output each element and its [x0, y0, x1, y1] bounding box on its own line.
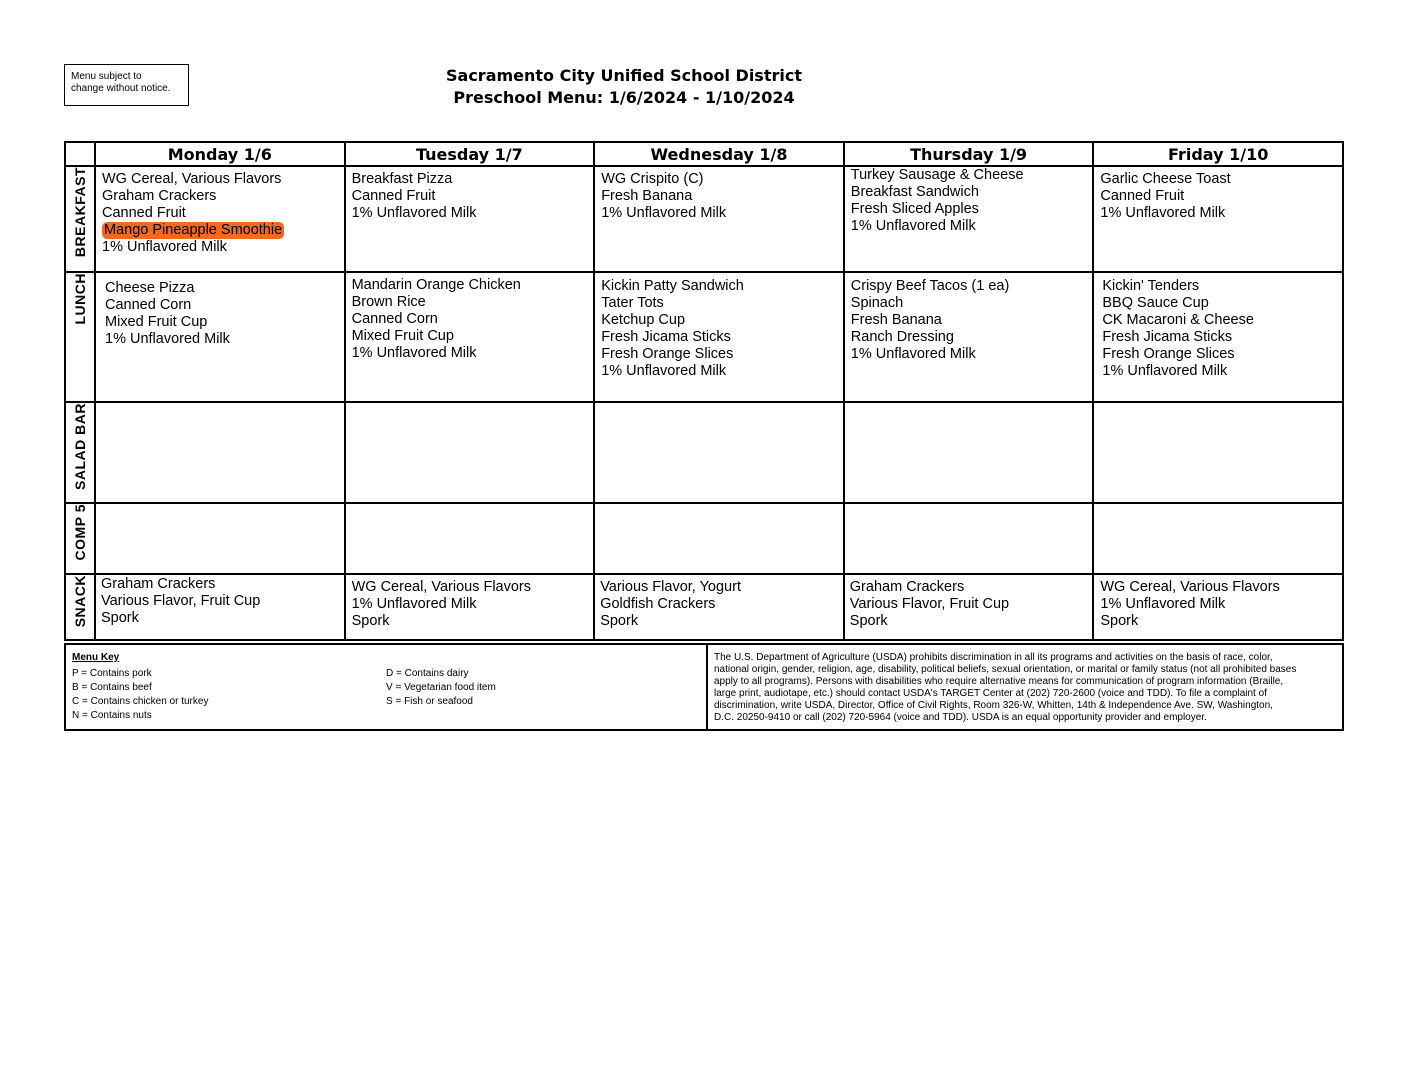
row-label-cell: [65, 503, 95, 574]
salad-bar-row: [65, 402, 1343, 503]
snack-thursday: [844, 574, 1094, 640]
salad-bar-tuesday: [345, 402, 595, 503]
menu-item: Mixed Fruit Cup: [105, 314, 208, 330]
menu-item: Spork: [849, 613, 888, 629]
breakfast-friday: [1093, 166, 1343, 272]
menu-item: 1% Unflavored Milk: [1100, 596, 1226, 612]
menu-item: 1% Unflavored Milk: [601, 205, 727, 221]
menu-item: 1% Unflavored Milk: [102, 239, 227, 255]
menu-item: Goldfish Crackers: [600, 596, 716, 612]
comp-5-friday: [1093, 503, 1343, 574]
menu-key-title: Menu Key: [72, 652, 120, 663]
usda-line: apply to all programs). Persons with disabilities who require alternative means for communication of program information (Braille,: [714, 676, 1284, 687]
menu-item: Fresh Banana: [601, 188, 693, 204]
menu-item: Tater Tots: [601, 295, 664, 311]
menu-item: Graham Crackers: [849, 579, 965, 595]
menu-item: Canned Corn: [105, 297, 192, 313]
snack-wednesday: [594, 574, 844, 640]
menu-item: Canned Fruit: [351, 188, 436, 204]
salad-bar-wednesday: [594, 402, 844, 503]
usda-line: discrimination, write USDA, Director, Office of Civil Rights, Room 326-W, Whitten, 14th & Independence Ave. SW, Washington,: [714, 700, 1273, 711]
day-header-monday: Monday 1/6: [95, 142, 345, 166]
menu-item: Fresh Jicama Sticks: [601, 329, 731, 345]
usda-statement: [708, 645, 1342, 729]
comp-5-thursday: [844, 503, 1094, 574]
menu-key-column: [386, 667, 496, 709]
row-label-cell: [65, 402, 95, 503]
breakfast-row: [65, 166, 1343, 272]
menu-table: [64, 141, 1344, 641]
menu-item: Various Flavor, Fruit Cup: [101, 593, 261, 609]
comp-5-monday: [95, 503, 345, 574]
menu-item: WG Cereal, Various Flavors: [102, 171, 282, 187]
usda-line: D.C. 20250-9410 or call (202) 720-5964 (voice and TDD). USDA is an equal opportunity provider and employer.: [714, 712, 1207, 723]
day-header-wednesday: Wednesday 1/8: [594, 142, 844, 166]
key-entry: C = Contains chicken or turkey: [72, 696, 209, 707]
menu-item: Fresh Sliced Apples: [850, 201, 979, 217]
usda-line: large print, audiotape, etc.) should contact USDA's TARGET Center at (202) 720-2600 (voice and TDD). To file a complaint of: [714, 688, 1267, 699]
breakfast-tuesday: [345, 166, 595, 272]
menu-item: Various Flavor, Fruit Cup: [849, 596, 1010, 612]
lunch-thursday: [844, 272, 1094, 402]
usda-line: national origin, gender, religion, age, disability, political beliefs, sexual orientation, or marital or family status (not all prohibited bases: [714, 664, 1297, 675]
key-entry: D = Contains dairy: [386, 668, 469, 679]
day-header-row: [65, 142, 1343, 166]
row-label-comp-5: COMP 5: [72, 504, 88, 561]
day-header-friday: Friday 1/10: [1093, 142, 1343, 166]
highlighted-menu-item: Mango Pineapple Smoothie: [104, 222, 283, 238]
notice-line: change without notice.: [71, 83, 171, 94]
menu-item: Fresh Orange Slices: [601, 346, 734, 362]
menu-item: Mixed Fruit Cup: [351, 328, 454, 344]
menu-item: Various Flavor, Yogurt: [600, 579, 741, 595]
menu-item: WG Crispito (C): [601, 171, 704, 187]
menu-item: 1% Unflavored Milk: [351, 596, 477, 612]
menu-item: Canned Corn: [351, 311, 438, 327]
usda-line: The U.S. Department of Agriculture (USDA) prohibits discrimination in all its programs and activities on the basis of race, color,: [714, 652, 1273, 663]
menu-item: 1% Unflavored Milk: [351, 205, 477, 221]
menu-item: Canned Fruit: [102, 205, 186, 221]
notice-line: Menu subject to: [71, 71, 142, 82]
menu-item: Graham Crackers: [102, 188, 217, 204]
lunch-friday: [1093, 272, 1343, 402]
row-label-cell: [65, 166, 95, 272]
menu-item: Brown Rice: [351, 294, 426, 310]
day-header-thursday: Thursday 1/9: [844, 142, 1094, 166]
menu-item: Canned Fruit: [1100, 188, 1185, 204]
menu-item: Graham Crackers: [101, 576, 216, 592]
snack-tuesday: [345, 574, 595, 640]
salad-bar-friday: [1093, 402, 1343, 503]
menu-item: Ketchup Cup: [601, 312, 686, 328]
row-label-salad-bar: SALAD BAR: [72, 403, 88, 490]
menu-item: Fresh Orange Slices: [1102, 346, 1235, 362]
key-entry: B = Contains beef: [72, 682, 152, 693]
salad-bar-monday: [95, 402, 345, 503]
menu-item: Garlic Cheese Toast: [1100, 171, 1231, 187]
breakfast-monday: [95, 166, 345, 272]
lunch-row: [65, 272, 1343, 402]
menu-item: 1% Unflavored Milk: [105, 331, 230, 347]
menu-item: Spork: [351, 613, 390, 629]
menu-item: Cheese Pizza: [105, 280, 195, 296]
menu-item: CK Macaroni & Cheese: [1102, 312, 1254, 328]
row-label-lunch: LUNCH: [72, 273, 88, 325]
menu-item: Turkey Sausage & Cheese: [850, 167, 1024, 183]
menu-item: Kickin Patty Sandwich: [601, 278, 744, 294]
row-label-snack: SNACK: [72, 575, 88, 628]
menu-item: Ranch Dressing: [850, 329, 954, 345]
corner-cell: [65, 142, 95, 166]
breakfast-thursday: [844, 166, 1094, 272]
breakfast-wednesday: [594, 166, 844, 272]
salad-bar-thursday: [844, 402, 1094, 503]
menu-item: Mandarin Orange Chicken: [351, 277, 521, 293]
menu-item: Fresh Jicama Sticks: [1102, 329, 1233, 345]
row-label-cell: [65, 574, 95, 640]
comp-5-wednesday: [594, 503, 844, 574]
key-entry: V = Vegetarian food item: [386, 682, 496, 693]
menu-item: Spork: [101, 610, 139, 626]
menu-date-range: Preschool Menu: 1/6/2024 - 1/10/2024: [453, 88, 795, 107]
row-label-cell: [65, 272, 95, 402]
snack-row: [65, 574, 1343, 640]
menu-item: 1% Unflavored Milk: [850, 346, 976, 362]
menu-item: 1% Unflavored Milk: [601, 363, 727, 379]
snack-monday: [95, 574, 345, 640]
lunch-tuesday: [345, 272, 595, 402]
menu-item: Spork: [600, 613, 639, 629]
menu-item: Spork: [1100, 613, 1139, 629]
menu-item: Breakfast Sandwich: [850, 184, 979, 200]
district-title: Sacramento City Unified School District: [446, 66, 802, 85]
day-header-tuesday: Tuesday 1/7: [345, 142, 595, 166]
menu-item: Crispy Beef Tacos (1 ea): [850, 278, 1010, 294]
comp-5-tuesday: [345, 503, 595, 574]
menu-item: 1% Unflavored Milk: [1102, 363, 1228, 379]
key-entry: N = Contains nuts: [72, 710, 152, 721]
footer: [64, 643, 1344, 731]
comp-5-row: [65, 503, 1343, 574]
menu-item: Breakfast Pizza: [351, 171, 453, 187]
menu-item: BBQ Sauce Cup: [1102, 295, 1209, 311]
lunch-wednesday: [594, 272, 844, 402]
menu-item: Fresh Banana: [850, 312, 942, 328]
row-label-breakfast: BREAKFAST: [72, 167, 88, 258]
menu-item: WG Cereal, Various Flavors: [1100, 579, 1280, 595]
menu-item: 1% Unflavored Milk: [850, 218, 976, 234]
menu-item: WG Cereal, Various Flavors: [351, 579, 532, 595]
menu-item: Kickin' Tenders: [1102, 278, 1200, 294]
menu-item: 1% Unflavored Milk: [1100, 205, 1226, 221]
menu-item: 1% Unflavored Milk: [351, 345, 477, 361]
menu-item: Spinach: [850, 295, 904, 311]
snack-friday: [1093, 574, 1343, 640]
lunch-monday: [95, 272, 345, 402]
key-entry: P = Contains pork: [72, 668, 152, 679]
menu-key-column: [72, 667, 208, 723]
menu-key: [66, 645, 708, 729]
key-entry: S = Fish or seafood: [386, 696, 473, 707]
